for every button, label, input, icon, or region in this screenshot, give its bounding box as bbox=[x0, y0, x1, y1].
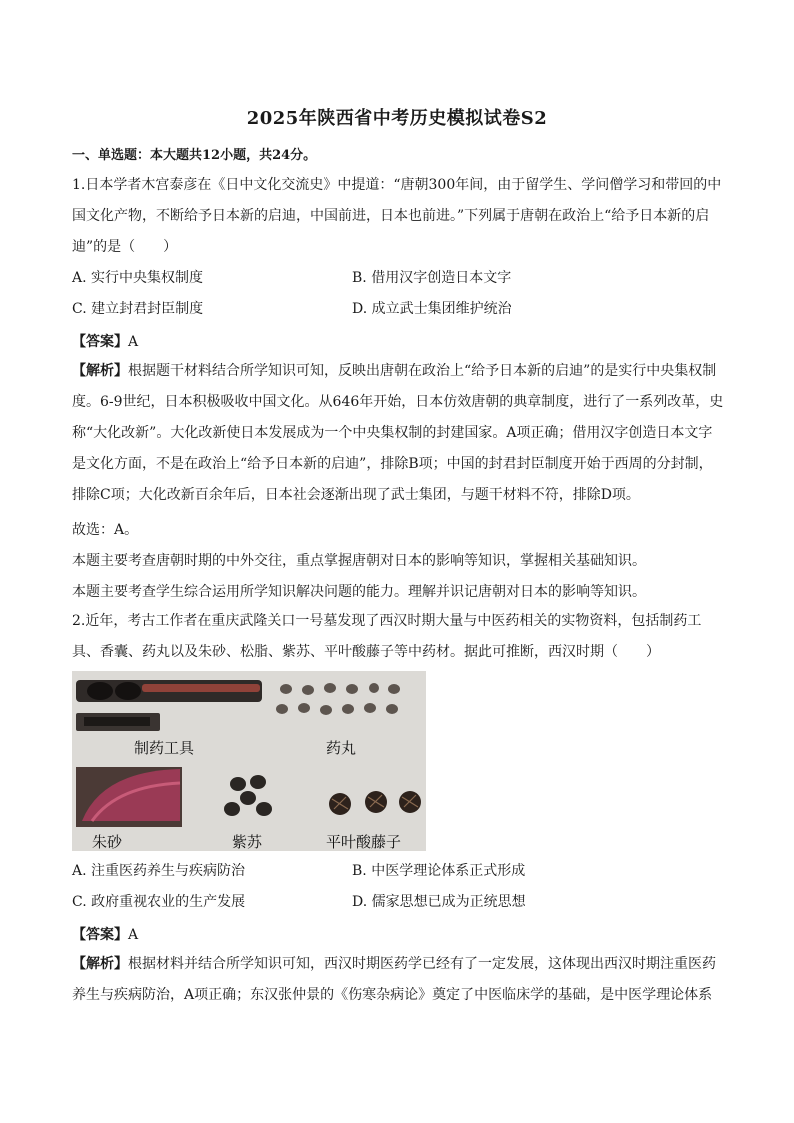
q1-answer bbox=[72, 331, 138, 351]
answer-value: A bbox=[128, 334, 139, 350]
q2-option-b: B. 中医学理论体系正式形成 bbox=[352, 863, 526, 879]
analysis-text: 根据材料并结合所学知识可知，西汉时期医药学已经有了一定发展，这体现出西汉时期注重医药养生与疾病防治，A项正确；东汉张仲景的《伤寒杂病论》奠定了中医临床学的基础，是中医学理论体系 bbox=[72, 956, 716, 1003]
q1-option-b: B. 借用汉字创造日本文字 bbox=[352, 270, 512, 286]
analysis-label: 【解析】 bbox=[72, 956, 128, 972]
artifact-figure bbox=[72, 671, 426, 851]
q1-note-1: 本题主要考查唐朝时期的中外交往，重点掌握唐朝对日本的影响等知识，掌握相关基础知识。 bbox=[72, 553, 646, 569]
answer-label: 【答案】 bbox=[72, 334, 128, 350]
q2-option-d: D. 儒家思想已成为正统思想 bbox=[352, 894, 526, 910]
figure-label-pills: 药丸 bbox=[326, 739, 357, 757]
q1-conclusion: 故选：A。 bbox=[72, 522, 139, 538]
figure-label-tools: 制药工具 bbox=[134, 739, 195, 757]
q1-analysis bbox=[72, 356, 724, 511]
analysis-label: 【解析】 bbox=[72, 363, 128, 379]
q1-option-d: D. 成立武士集团维护统治 bbox=[352, 301, 512, 317]
q1-option-a: A. 实行中央集权制度 bbox=[72, 270, 204, 286]
section-heading: 一、单选题：本大题共12小题，共24分。 bbox=[72, 148, 317, 163]
question-1-stem: 1.日本学者木宫泰彦在《日中文化交流史》中提道：“唐朝300年间，由于留学生、学问僧学习和带回的中国文化产物，不断给予日本新的启迪，中国前进，日本也前进。”下列属于唐朝在政治上“给予日本新的启迪”的是（ ） bbox=[72, 177, 722, 255]
q1-option-c: C. 建立封君封臣制度 bbox=[72, 301, 204, 317]
q2-option-c: C. 政府重视农业的生产发展 bbox=[72, 894, 246, 910]
question-2-stem: 2.近年，考古工作者在重庆武隆关口一号墓发现了西汉时期大量与中医药相关的实物资料，包括制药工具、香囊、药丸以及朱砂、松脂、紫苏、平叶酸藤子等中药材。据此可推断，西汉时期（ ） bbox=[72, 613, 702, 660]
answer-label: 【答案】 bbox=[72, 927, 128, 943]
figure-label-perilla: 紫苏 bbox=[232, 833, 263, 851]
figure-label-cinnabar: 朱砂 bbox=[92, 833, 123, 851]
analysis-text: 根据题干材料结合所学知识可知，反映出唐朝在政治上“给予日本新的启迪”的是实行中央集权制度。6-9世纪，日本积极吸收中国文化。从646年开始，日本仿效唐朝的典章制度，进行了一系列改革，史称“大化改新”。大化改新使日本发展成为一个中央集权制的封建国家。A项正确；借用汉字创造日本文字是文化方面，不是在政治上“给予日本新的启迪”，排除B项；中国的封君封臣制度开始于西周的分封制，排除C项；大化改新百余年后，日本社会逐渐出现了武士集团，与题干材料不符，排除D项。 bbox=[72, 363, 724, 503]
answer-value: A bbox=[128, 927, 139, 943]
q2-analysis bbox=[72, 949, 724, 1011]
figure-label-embelia: 平叶酸藤子 bbox=[326, 833, 402, 851]
q1-note-2: 本题主要考查学生综合运用所学知识解决问题的能力。理解并识记唐朝对日本的影响等知识。 bbox=[72, 584, 646, 600]
q2-answer bbox=[72, 924, 138, 944]
artifact-illustration bbox=[72, 671, 426, 851]
page-title: 2025年陕西省中考历史模拟试卷S2 bbox=[246, 108, 548, 129]
q2-option-a: A. 注重医药养生与疾病防治 bbox=[72, 863, 246, 879]
